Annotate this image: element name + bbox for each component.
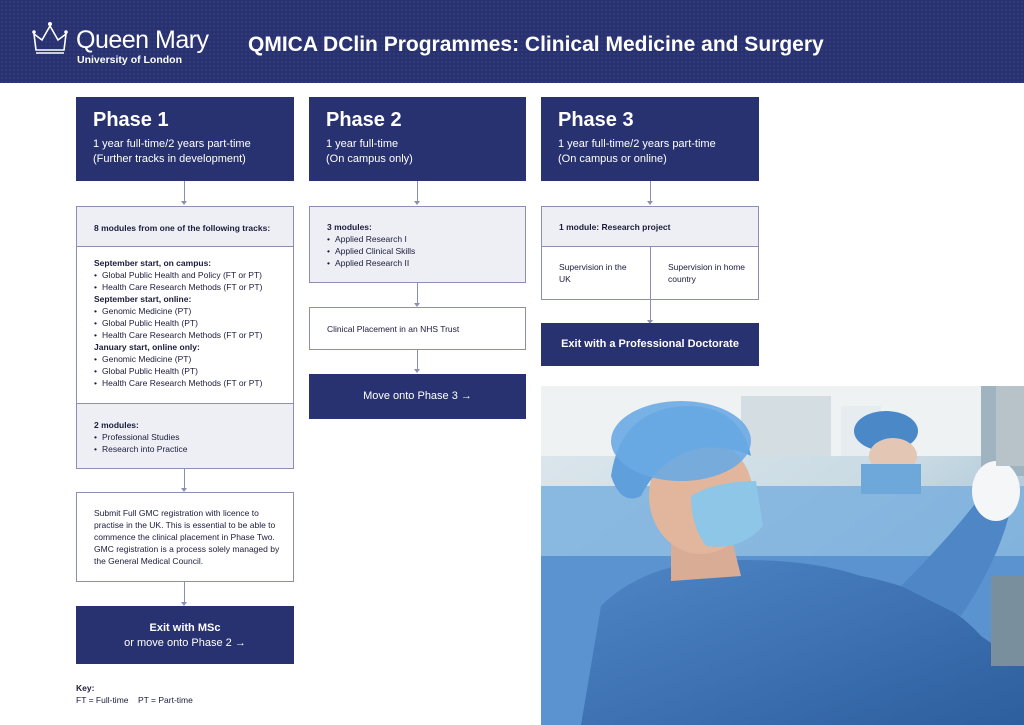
- key-pt: PT = Part-time: [137, 695, 193, 705]
- surgeon-photo: [541, 386, 1024, 725]
- phase2-sub2: (On campus only): [326, 153, 413, 165]
- list-item: • Applied Research I: [327, 233, 415, 245]
- supervision-box: [541, 246, 759, 300]
- placement-text: Clinical Placement in an NHS Trust: [327, 324, 460, 334]
- phase1-exit-box: [76, 606, 294, 664]
- divider: [650, 247, 651, 299]
- phase3-module-box: [541, 206, 759, 247]
- key-legend: [76, 682, 193, 706]
- page-title: QMICA DClin Programmes: Clinical Medicine and Surgery: [248, 33, 824, 56]
- phase1-header: [76, 97, 294, 181]
- phase3-duration: [558, 137, 716, 167]
- list-item: • Research into Practice: [94, 443, 188, 455]
- move-phase2-label: or move onto Phase 2: [124, 637, 232, 649]
- phase3-header: [541, 97, 759, 181]
- phase3-exit-box: [541, 323, 759, 366]
- two-modules-heading: 2 modules:: [94, 420, 139, 430]
- arrow-right-icon: →: [234, 637, 246, 649]
- phase3-module-heading: 1 module: Research project: [559, 222, 671, 232]
- phase3-title: Phase 3: [558, 109, 634, 131]
- move-phase3: [309, 390, 526, 402]
- list-item: • Genomic Medicine (PT): [94, 353, 289, 365]
- logo-subtitle: University of London: [77, 54, 182, 66]
- phase3-sub2: (On campus or online): [558, 153, 667, 165]
- connector: [417, 283, 418, 303]
- connector: [184, 582, 185, 602]
- list-item: • Professional Studies: [94, 431, 188, 443]
- arrow-down-icon: [414, 201, 420, 205]
- arrow-down-icon: [647, 201, 653, 205]
- crown-icon: [30, 20, 70, 56]
- arrow-down-icon: [414, 369, 420, 373]
- logo-name: Queen Mary: [76, 26, 209, 54]
- connector: [417, 350, 418, 369]
- gmc-text: Submit Full GMC registration with licence to practise in the UK. This is essential to be able to commence the clinical placement in Phase Two. GMC registration is a process solely managed by the General Medical Council.: [94, 508, 280, 566]
- supervision-home: Supervision in home country: [668, 262, 746, 284]
- phase2-modules-heading: 3 modules:: [327, 222, 372, 232]
- list-item: • Health Care Research Methods (FT or PT): [94, 281, 289, 293]
- header-banner: [0, 0, 1024, 83]
- phase1-two-modules-box: [76, 403, 294, 469]
- phase1-tracks-box: [76, 246, 294, 404]
- phase3-sub1: 1 year full-time/2 years part-time: [558, 138, 716, 150]
- placement-box: [309, 307, 526, 350]
- arrow-down-icon: [181, 201, 187, 205]
- phase1-exit: [76, 621, 294, 651]
- phase1-sub1: 1 year full-time/2 years part-time: [93, 138, 251, 150]
- gmc-registration-box: [76, 492, 294, 582]
- key-ft: FT = Full-time: [76, 695, 129, 705]
- track-heading: September start, on campus:: [94, 258, 212, 268]
- arrow-right-icon: →: [460, 390, 472, 402]
- connector: [650, 181, 651, 201]
- phase1-duration: [93, 137, 251, 167]
- phase1-sub2: (Further tracks in development): [93, 153, 246, 165]
- key-title: Key:: [76, 683, 95, 693]
- list-item: • Global Public Health and Policy (FT or PT): [94, 269, 289, 281]
- connector: [417, 181, 418, 201]
- surgeon-illustration: [541, 386, 1024, 725]
- track-heading: September start, online:: [94, 294, 192, 304]
- connector: [184, 181, 185, 201]
- phase1-tracks: [94, 257, 289, 389]
- phase2-sub1: 1 year full-time: [326, 138, 399, 150]
- phase1-two-modules: [94, 419, 188, 455]
- list-item: • Health Care Research Methods (FT or PT): [94, 377, 289, 389]
- phase2-title: Phase 2: [326, 109, 402, 131]
- phase2-duration: [326, 137, 413, 167]
- list-item: • Applied Research II: [327, 257, 415, 269]
- track-heading: January start, online only:: [94, 342, 200, 352]
- phase1-modules-heading: 8 modules from one of the following tracks:: [94, 223, 271, 233]
- list-item: • Genomic Medicine (PT): [94, 305, 289, 317]
- list-item: • Applied Clinical Skills: [327, 245, 415, 257]
- list-item: • Global Public Health (PT): [94, 317, 289, 329]
- move-phase3-box: [309, 374, 526, 419]
- connector: [184, 469, 185, 488]
- phase1-title: Phase 1: [93, 109, 169, 131]
- exit-msc-label: Exit with MSc: [149, 622, 221, 634]
- connector: [650, 300, 651, 320]
- list-item: • Health Care Research Methods (FT or PT): [94, 329, 289, 341]
- phase1-modules-heading-box: [76, 206, 294, 247]
- move-phase3-label: Move onto Phase 3: [363, 390, 458, 402]
- supervision-uk: Supervision in the UK: [559, 262, 627, 284]
- phase2-modules-box: [309, 206, 526, 283]
- phase3-exit: Exit with a Professional Doctorate: [561, 338, 739, 350]
- phase2-modules: [327, 221, 415, 269]
- list-item: • Global Public Health (PT): [94, 365, 289, 377]
- phase2-header: [309, 97, 526, 181]
